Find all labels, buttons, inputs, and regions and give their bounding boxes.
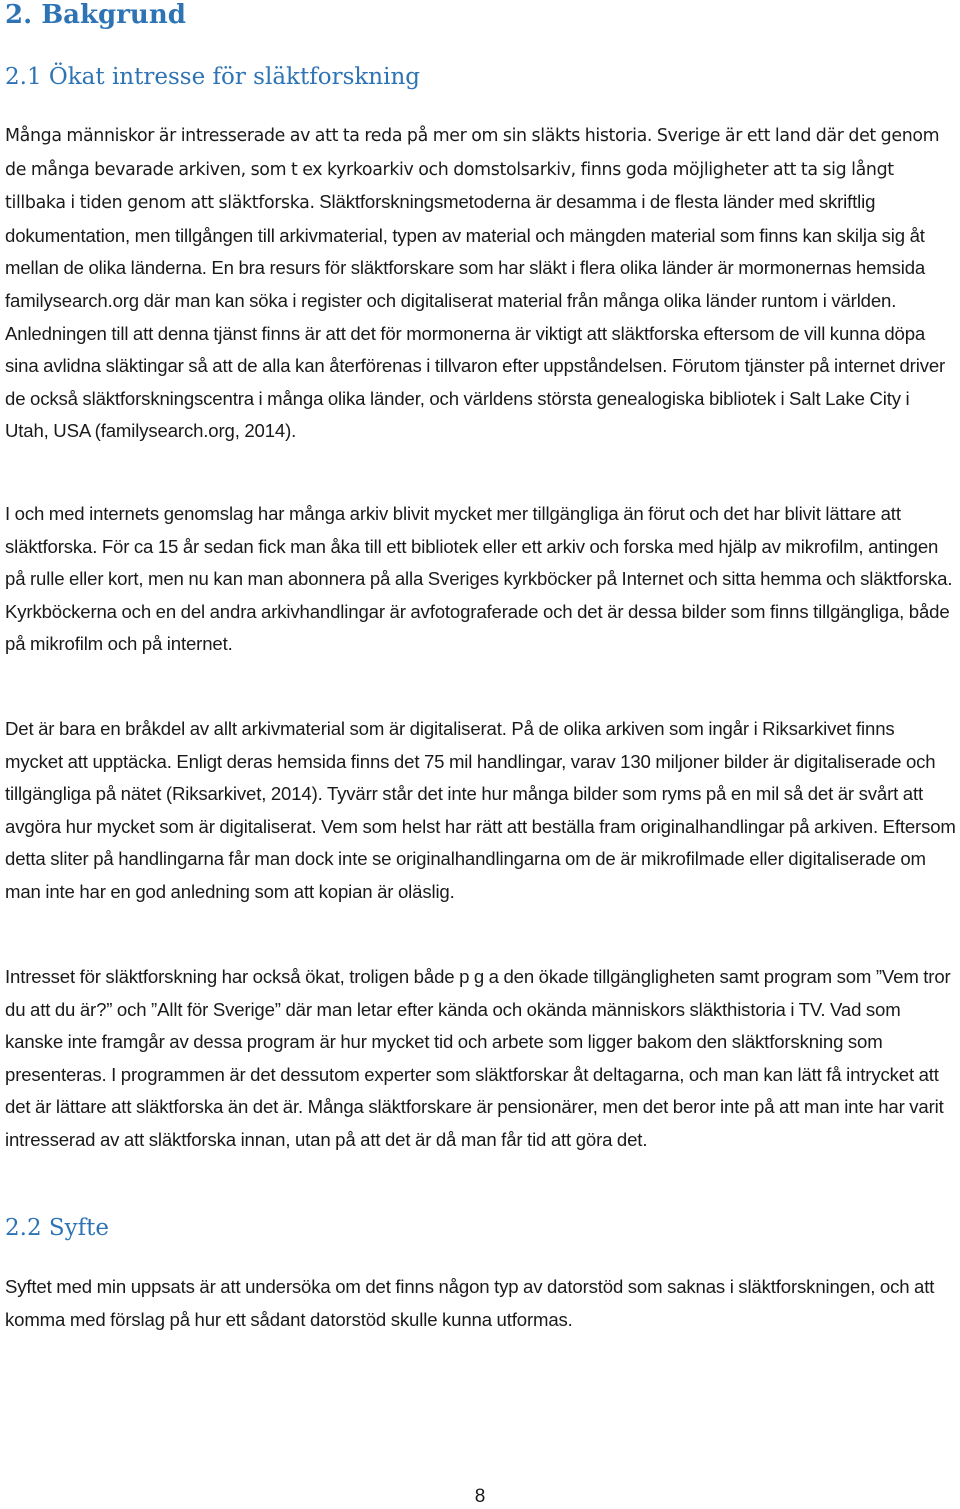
paragraph-4: Intresset för släktforskning har också ökat, troligen både p g a den ökade tillgängligheten samt program som ”Vem tror du att du är?” och ”Allt för Sverige” där man letar efter kända och okända människors släkthistoria i TV. Vad som kanske inte framgår av dessa program är hur mycket tid och arbete som ligger bakom den släktforskning som presenteras. I programmen är det dessutom experter som släktforskar åt deltagarna, och man kan lätt få intrycket att det är lättare att släktforska än det är. Många släktforskare är pensionärer, men det beror inte på att man inte har varit intresserad av att släktforska innan, utan på att det är då man får tid att göra det. (5, 966, 951, 1150)
section-heading: 2. Bakgrund (5, 0, 186, 30)
subsection-heading-purpose: 2.2 Syfte (5, 1215, 110, 1241)
paragraph-1 (5, 119, 957, 448)
paragraph-1-part-1: Många människor är intresserade av att ta reda på mer om sin släkts historia. Sverige är ett land där det genom de många bevarade arkiven, som t ex kyrkoarkiv och domstolsarkiv, finns goda möjligheter att ta sig långt tillbaka i tiden genom att släktforska. (5, 126, 940, 214)
page-number: 8 (474, 1486, 486, 1507)
paragraph-1-part-2: Släktforskningsmetoderna är desamma i de flesta länder med skriftlig dokumentation, men tillgången till arkivmaterial, typen av material och mängden material som finns kan skilja sig åt mellan de olika länderna. En bra resurs för släktforskare som har släkt i flera olika länder är mormonernas hemsida familysearch.org där man kan söka i register och digitaliserat material från många olika länder runtom i världen. Anledningen till att denna tjänst finns är att det för mormonerna är viktigt att släktforska eftersom de vill kunna döpa sina avlidna släktingar så att de alla kan återförenas i tillvaron efter uppståndelsen. Förutom tjänster på internet driver de också släktforskningscentra i många olika länder, och världens största genealogiska bibliotek i Salt Lake City i Utah, USA (familysearch.org, 2014). (5, 191, 946, 442)
paragraph-3: Det är bara en bråkdel av allt arkivmaterial som är digitaliserat. På de olika arkiven som ingår i Riksarkivet finns mycket att upptäcka. Enligt deras hemsida finns det 75 mil handlingar, varav 130 miljoner bilder är digitaliserade och tillgängliga på nätet (Riksarkivet, 2014). Tyvärr står det inte hur många bilder som ryms på en mil så det är svårt att avgöra hur mycket som är digitaliserat. Vem som helst har rätt att beställa fram originalhandlingar på arkiven. Eftersom detta sliter på handlingarna får man dock inte se originalhandlingarna om de är mikrofilmade eller digitaliserade om man inte har en god anledning som att kopian är oläslig. (5, 718, 956, 902)
subsection-heading-interest: 2.1 Ökat intresse för släktforskning (5, 64, 421, 90)
paragraph-2: I och med internets genomslag har många arkiv blivit mycket mer tillgängliga än förut och det har blivit lättare att släktforska. För ca 15 år sedan fick man åka till ett bibliotek eller ett arkiv och forska med hjälp av mikrofilm, antingen på rulle eller kort, men nu kan man abonnera på alla Sveriges kyrkböcker på Internet och sitta hemma och släktforska. Kyrkböckerna och en del andra arkivhandlingar är avfotograferade och det är dessa bilder som finns tillgängliga, både på mikrofilm och på internet. (5, 503, 953, 655)
paragraph-5: Syftet med min uppsats är att undersöka om det finns någon typ av datorstöd som saknas i släktforskningen, och att komma med förslag på hur ett sådant datorstöd skulle kunna utformas. (5, 1276, 935, 1330)
